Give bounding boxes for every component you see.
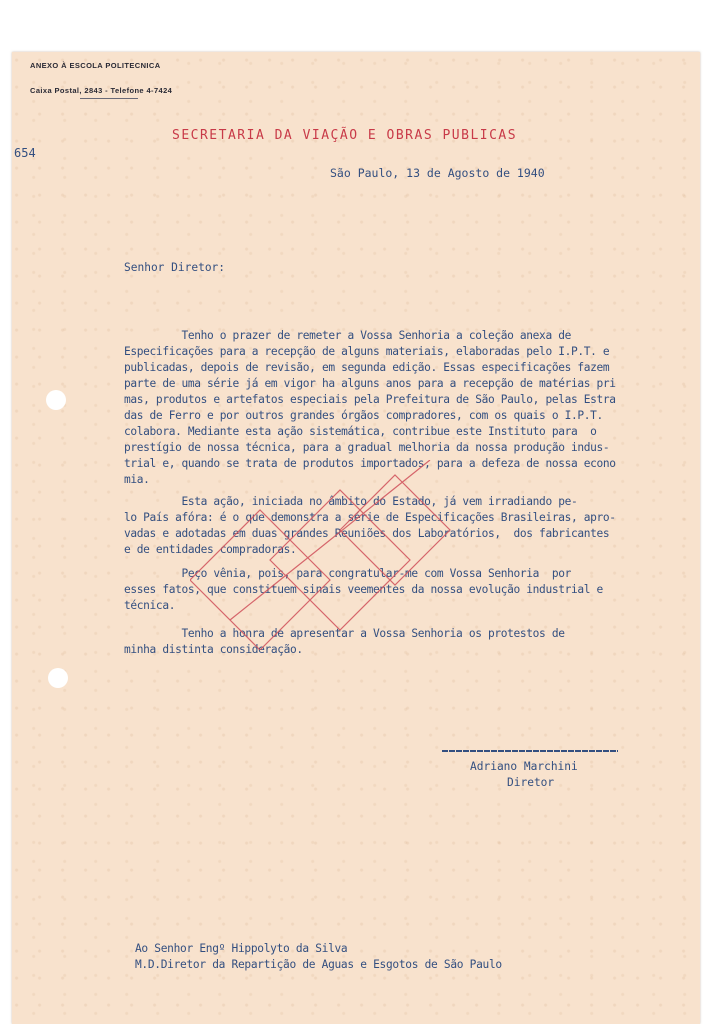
punch-hole-bottom: [48, 668, 68, 688]
text-line: publicadas, depois de revisão, em segunda edição. Essas especificações fazem: [124, 361, 610, 374]
letterhead-underline: [80, 98, 138, 99]
stamp-diamond-center: [270, 490, 410, 630]
stamp-diamond-right: [340, 475, 450, 585]
text-line: técnica.: [124, 599, 176, 612]
text-line: Esta ação, iniciada no âmbito do Estado, já vem irradiando pe-: [124, 495, 578, 508]
text-line: minha distinta consideração.: [124, 643, 303, 656]
salutation: Senhor Diretor:: [124, 261, 226, 274]
text-line: lo País afóra: é o que demonstra a série de Especificações Brasileiras, apro-: [124, 511, 616, 524]
signatory-name: Adriano Marchini: [470, 760, 578, 773]
stamp-diamond-left: [190, 510, 330, 650]
letterhead-contact: Caixa Postal, 2843 - Telefone 4-7424: [30, 86, 173, 95]
reference-number: 654: [14, 146, 36, 160]
text-line: trial e, quando se trata de produtos importados, para a defeza de nossa econo: [124, 457, 616, 470]
addressee-line-1: Ao Senhor Engº Hippolyto da Silva: [135, 942, 348, 955]
punch-hole-top: [46, 390, 66, 410]
text-line: mas, produtos e artefatos especiais pela Prefeitura de São Paulo, pelas Estra: [124, 393, 616, 406]
text-line: Especificações para a recepção de alguns materiais, elaboradas pelo I.P.T. e: [124, 345, 610, 358]
text-line: e de entidades compradoras.: [124, 543, 297, 556]
text-line: colabora. Mediante esta ação sistemática, contribue este Instituto para o: [124, 425, 597, 438]
place-and-date: São Paulo, 13 de Agosto de 1940: [330, 166, 545, 180]
red-diamond-stamp: [190, 460, 470, 650]
signatory-title: Diretor: [507, 776, 555, 789]
text-line: das de Ferro e por outros grandes órgãos compradores, com os quais o I.P.T.: [124, 409, 603, 422]
addressee-line-2: M.D.Diretor da Repartição de Aguas e Esgotos de São Paulo: [135, 958, 502, 971]
letterhead-institution: ANEXO À ESCOLA POLITECNICA: [30, 61, 161, 70]
text-line: vadas e adotadas em duas grandes Reuniões dos Laboratórios, dos fabricantes: [124, 527, 610, 540]
text-line: esses fatos, que constituem sinais veementes da nossa evolução industrial e: [124, 583, 603, 596]
text-line: prestígio de nossa técnica, para a gradual melhoria da nossa produção indus-: [124, 441, 610, 454]
text-line: parte de uma série já em vigor ha alguns anos para a recepção de matérias pri: [124, 377, 616, 390]
text-line: Peço vênia, pois, para congratular-me com Vossa Senhoria por: [124, 567, 571, 580]
text-line: Tenho o prazer de remeter a Vossa Senhoria a coleção anexa de: [124, 329, 571, 342]
signature-line: [442, 750, 618, 752]
text-line: mia.: [124, 473, 150, 486]
secretariat-heading: SECRETARIA DA VIAÇÃO E OBRAS PUBLICAS: [172, 128, 518, 143]
stamp-stroke: [230, 460, 430, 620]
text-line: Tenho a honra de apresentar a Vossa Senhoria os protestos de: [124, 627, 565, 640]
